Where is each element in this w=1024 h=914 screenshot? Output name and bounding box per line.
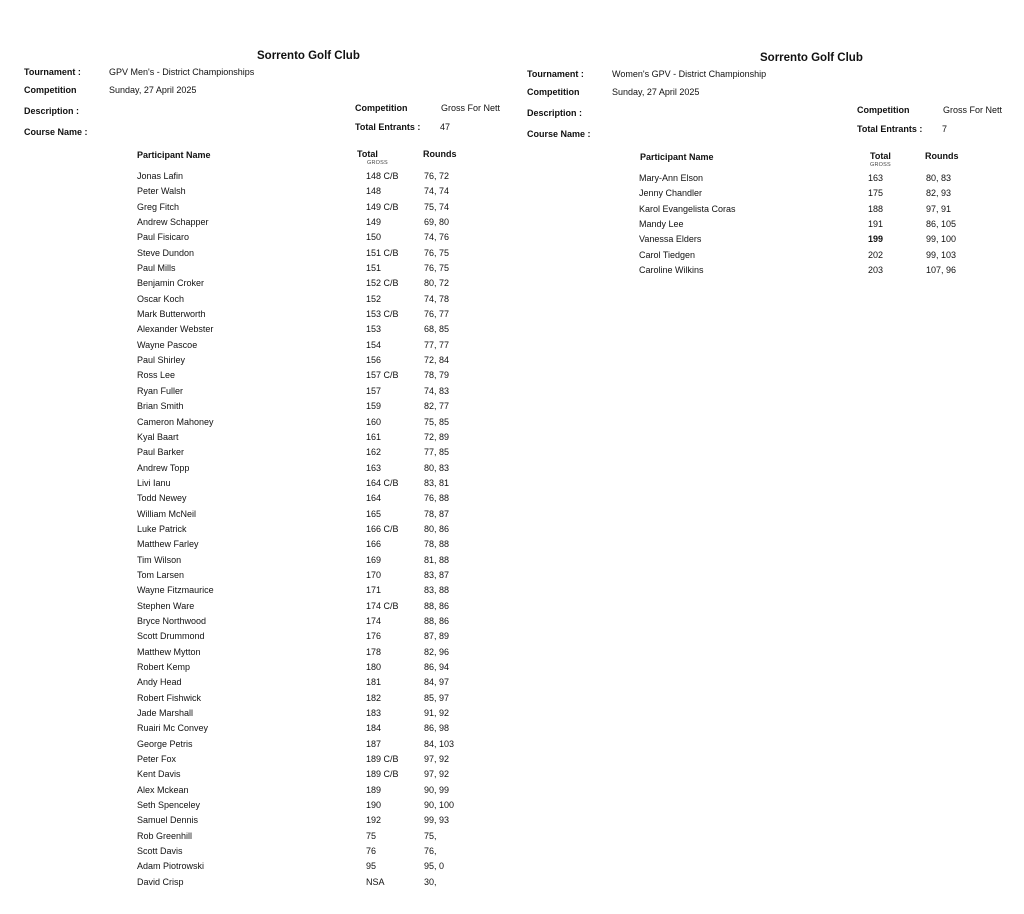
header-rounds: Rounds [925, 151, 959, 161]
rounds-cell: 74, 78 [424, 293, 450, 304]
total-cell: 153 C/B [366, 309, 399, 320]
header-total-sub: GROSS [870, 162, 891, 168]
men-results-list [0, 171, 500, 892]
table-row [0, 524, 500, 539]
total-cell: 148 C/B [366, 171, 399, 181]
table-row [503, 234, 1003, 249]
total-cell: 202 [868, 249, 884, 260]
table-row [0, 861, 500, 876]
table-row [0, 616, 500, 631]
rounds-cell: 76, 72 [424, 171, 450, 181]
tournament-value: Women's GPV - District Championship [612, 69, 767, 79]
rounds-cell: 81, 88 [424, 554, 450, 565]
rounds-cell: 30, [424, 876, 437, 887]
table-row [0, 647, 500, 662]
rounds-cell: 83, 81 [424, 477, 450, 488]
participant-name-cell: Luke Patrick [137, 523, 187, 534]
participant-name-cell: Jade Marshall [137, 708, 194, 719]
total-cell: 157 [366, 385, 382, 396]
rounds-cell: 84, 97 [424, 677, 450, 688]
total-cell: 169 [366, 554, 382, 565]
women-results-list [503, 173, 1003, 280]
participant-name-cell: Matthew Mytton [137, 646, 201, 657]
participant-name-cell: Paul Shirley [137, 355, 186, 366]
total-cell: 174 [366, 615, 382, 626]
participant-name-cell: Benjamin Croker [137, 278, 205, 289]
table-row [0, 386, 500, 401]
total-cell: 166 C/B [366, 523, 399, 534]
total-cell: 153 [366, 324, 382, 335]
total-cell: 163 [868, 173, 884, 183]
total-cell: 164 [366, 493, 382, 504]
total-cell: 151 [366, 263, 382, 274]
table-row [0, 846, 500, 861]
total-cell: 159 [366, 401, 382, 412]
participant-name-cell: Robert Fishwick [137, 692, 202, 703]
rounds-cell: 88, 86 [424, 600, 450, 611]
competition-type-label: Competition [355, 103, 408, 113]
rounds-cell: 85, 97 [424, 692, 450, 703]
total-cell: 189 C/B [366, 769, 399, 780]
table-row [503, 219, 1003, 234]
rounds-cell: 76, 75 [424, 263, 450, 274]
table-row [0, 186, 500, 201]
total-cell: 174 C/B [366, 600, 399, 611]
total-cell: 160 [366, 416, 382, 427]
table-row [0, 309, 500, 324]
table-row [0, 370, 500, 385]
participant-name-cell: Paul Barker [137, 447, 185, 458]
rounds-cell: 75, [424, 830, 437, 841]
rounds-cell: 76, 88 [424, 493, 450, 504]
rounds-cell: 90, 99 [424, 784, 450, 795]
table-row [0, 708, 500, 723]
tournament-value: GPV Men's - District Championships [109, 67, 255, 77]
rounds-cell: 107, 96 [926, 265, 957, 276]
table-row [0, 539, 500, 554]
rounds-cell: 86, 105 [926, 219, 957, 230]
table-row [0, 815, 500, 830]
rounds-cell: 74, 74 [424, 186, 450, 197]
participant-name-cell: Jonas Lafin [137, 171, 184, 181]
participant-name-cell: Todd Newey [137, 493, 187, 504]
total-cell: 148 [366, 186, 382, 197]
participant-name-cell: David Crisp [137, 876, 184, 887]
competition-type-value: Gross For Nett [943, 105, 1003, 115]
competition-label: Competition [24, 85, 77, 95]
men-results-panel [0, 0, 500, 914]
participant-name-cell: Kyal Baart [137, 431, 179, 442]
participant-name-cell: Scott Davis [137, 846, 183, 857]
total-cell: 75 [366, 830, 377, 841]
participant-name-cell: Ryan Fuller [137, 385, 184, 396]
participant-name-cell: Greg Fitch [137, 201, 180, 212]
rounds-cell: 86, 98 [424, 723, 450, 734]
competition-label: Competition [527, 87, 580, 97]
total-cell: 149 [366, 217, 382, 228]
participant-name-cell: George Petris [137, 738, 193, 749]
table-row [0, 478, 500, 493]
table-row [0, 739, 500, 754]
rounds-cell: 99, 103 [926, 249, 957, 260]
header-participant-name: Participant Name [137, 150, 211, 160]
table-row [0, 417, 500, 432]
header-total: Total [870, 151, 891, 161]
table-row [0, 432, 500, 447]
participant-name-cell: Oscar Koch [137, 293, 185, 304]
rounds-cell: 99, 100 [926, 234, 957, 245]
participant-name-cell: Ruairi Mc Convey [137, 723, 209, 734]
total-cell: 95 [366, 861, 377, 872]
table-row [0, 693, 500, 708]
table-row [0, 509, 500, 524]
total-cell: 151 C/B [366, 247, 399, 258]
rounds-cell: 97, 92 [424, 769, 450, 780]
table-row [0, 585, 500, 600]
total-cell: 165 [366, 508, 382, 519]
description-label: Description : [527, 108, 583, 118]
participant-name-cell: Paul Mills [137, 263, 176, 274]
table-row [0, 601, 500, 616]
women-results-panel [503, 0, 1003, 914]
participant-name-cell: Rob Greenhill [137, 830, 193, 841]
rounds-cell: 76, 75 [424, 247, 450, 258]
rounds-cell: 83, 88 [424, 585, 450, 596]
competition-date: Sunday, 27 April 2025 [109, 85, 197, 95]
total-entrants-label: Total Entrants : [857, 124, 923, 134]
rounds-cell: 82, 96 [424, 646, 450, 657]
total-cell: 180 [366, 662, 382, 672]
rounds-cell: 77, 85 [424, 447, 450, 458]
total-cell: 190 [366, 800, 382, 811]
total-cell: 189 [366, 784, 382, 795]
participant-name-cell: Stephen Ware [137, 600, 195, 611]
participant-name-cell: Livi Ianu [137, 477, 171, 488]
header-total: Total [357, 149, 378, 159]
total-cell: 162 [366, 447, 382, 458]
rounds-cell: 76, [424, 846, 437, 857]
rounds-cell: 74, 76 [424, 232, 450, 243]
rounds-cell: 91, 92 [424, 708, 450, 719]
rounds-cell: 82, 93 [926, 188, 952, 199]
participant-name-cell: Bryce Northwood [137, 615, 207, 626]
header-rounds: Rounds [423, 149, 457, 159]
table-row [503, 173, 1003, 188]
participant-name-cell: Robert Kemp [137, 662, 191, 672]
header-participant-name: Participant Name [640, 152, 714, 162]
total-cell: 181 [366, 677, 382, 688]
table-row [0, 631, 500, 646]
table-row [0, 754, 500, 769]
rounds-cell: 90, 100 [424, 800, 455, 811]
rounds-cell: 68, 85 [424, 324, 450, 335]
participant-name-cell: Peter Walsh [137, 186, 186, 197]
competition-type-value: Gross For Nett [441, 103, 501, 113]
participant-name-cell: Andrew Topp [137, 462, 190, 473]
total-cell: 149 C/B [366, 201, 399, 212]
table-row [0, 800, 500, 815]
rounds-cell: 99, 93 [424, 815, 450, 826]
table-row [0, 877, 500, 892]
rounds-cell: 82, 77 [424, 401, 450, 412]
participant-name-cell: Alexander Webster [137, 324, 214, 335]
total-cell: 184 [366, 723, 382, 734]
table-row [0, 493, 500, 508]
club-title: Sorrento Golf Club [257, 50, 360, 62]
rounds-cell: 80, 83 [926, 173, 952, 183]
total-cell: 192 [366, 815, 382, 826]
rounds-cell: 75, 74 [424, 201, 450, 212]
total-cell: 154 [366, 339, 382, 350]
total-cell: 187 [366, 738, 382, 749]
participant-name-cell: Vanessa Elders [639, 234, 702, 245]
table-row [0, 355, 500, 370]
total-cell: NSA [366, 876, 385, 887]
participant-name-cell: Peter Fox [137, 754, 177, 765]
participant-name-cell: Cameron Mahoney [137, 416, 214, 427]
table-row [503, 188, 1003, 203]
participant-name-cell: Wayne Fitzmaurice [137, 585, 214, 596]
participant-name-cell: Brian Smith [137, 401, 184, 412]
total-cell: 175 [868, 188, 884, 199]
participant-name-cell: Tom Larsen [137, 569, 185, 580]
participant-name-cell: Jenny Chandler [639, 188, 703, 199]
participant-name-cell: Wayne Pascoe [137, 339, 198, 350]
rounds-cell: 97, 91 [926, 203, 952, 214]
table-row [0, 662, 500, 677]
total-cell: 157 C/B [366, 370, 399, 381]
tournament-label: Tournament : [527, 69, 584, 79]
table-row [503, 204, 1003, 219]
rounds-cell: 72, 84 [424, 355, 450, 366]
total-entrants-value: 47 [440, 122, 451, 132]
total-cell: 203 [868, 265, 884, 276]
description-label: Description : [24, 106, 80, 116]
participant-name-cell: Mark Butterworth [137, 309, 206, 320]
rounds-cell: 75, 85 [424, 416, 450, 427]
course-name-label: Course Name : [527, 129, 591, 139]
table-row [0, 340, 500, 355]
table-row [0, 263, 500, 278]
rounds-cell: 87, 89 [424, 631, 450, 642]
rounds-cell: 84, 103 [424, 738, 455, 749]
participant-name-cell: Tim Wilson [137, 554, 182, 565]
table-row [0, 217, 500, 232]
total-cell: 161 [366, 431, 382, 442]
table-row [0, 555, 500, 570]
participant-name-cell: Steve Dundon [137, 247, 195, 258]
header-total-sub: GROSS [367, 160, 388, 166]
total-cell: 189 C/B [366, 754, 399, 765]
participant-name-cell: Andy Head [137, 677, 182, 688]
total-entrants-label: Total Entrants : [355, 122, 421, 132]
total-cell: 163 [366, 462, 382, 473]
rounds-cell: 83, 87 [424, 569, 450, 580]
total-cell: 199 [868, 234, 884, 245]
total-cell: 176 [366, 631, 382, 642]
table-row [0, 463, 500, 478]
rounds-cell: 80, 86 [424, 523, 450, 534]
competition-type-label: Competition [857, 105, 910, 115]
participant-name-cell: Matthew Farley [137, 539, 199, 550]
total-cell: 178 [366, 646, 382, 657]
participant-name-cell: Seth Spenceley [137, 800, 201, 811]
participant-name-cell: Kent Davis [137, 769, 181, 780]
rounds-cell: 78, 87 [424, 508, 450, 519]
total-cell: 152 [366, 293, 382, 304]
table-row [0, 294, 500, 309]
total-cell: 150 [366, 232, 382, 243]
tournament-label: Tournament : [24, 67, 81, 77]
participant-name-cell: Mandy Lee [639, 219, 684, 230]
rounds-cell: 97, 92 [424, 754, 450, 765]
table-row [0, 723, 500, 738]
participant-name-cell: Ross Lee [137, 370, 176, 381]
rounds-cell: 86, 94 [424, 662, 450, 672]
total-cell: 156 [366, 355, 382, 366]
table-row [0, 677, 500, 692]
table-row [0, 570, 500, 585]
participant-name-cell: Samuel Dennis [137, 815, 199, 826]
participant-name-cell: Andrew Schapper [137, 217, 209, 228]
total-cell: 171 [366, 585, 382, 596]
table-row [0, 447, 500, 462]
table-row [0, 232, 500, 247]
rounds-cell: 95, 0 [424, 861, 445, 872]
participant-name-cell: Scott Drummond [137, 631, 205, 642]
total-cell: 170 [366, 569, 382, 580]
total-cell: 188 [868, 203, 884, 214]
total-cell: 76 [366, 846, 377, 857]
rounds-cell: 72, 89 [424, 431, 450, 442]
rounds-cell: 78, 79 [424, 370, 450, 381]
rounds-cell: 80, 72 [424, 278, 450, 289]
table-row [0, 324, 500, 339]
rounds-cell: 78, 88 [424, 539, 450, 550]
rounds-cell: 69, 80 [424, 217, 450, 228]
club-title: Sorrento Golf Club [760, 52, 863, 64]
table-row [0, 278, 500, 293]
table-row [503, 250, 1003, 265]
participant-name-cell: Adam Piotrowski [137, 861, 205, 872]
participant-name-cell: Paul Fisicaro [137, 232, 190, 243]
total-cell: 183 [366, 708, 382, 719]
rounds-cell: 88, 86 [424, 615, 450, 626]
table-row [0, 831, 500, 846]
course-name-label: Course Name : [24, 127, 88, 137]
participant-name-cell: William McNeil [137, 508, 196, 519]
participant-name-cell: Carol Tiedgen [639, 249, 696, 260]
participant-name-cell: Mary-Ann Elson [639, 173, 704, 183]
table-row [503, 265, 1003, 280]
rounds-cell: 76, 77 [424, 309, 450, 320]
table-row [0, 248, 500, 263]
table-row [0, 785, 500, 800]
participant-name-cell: Caroline Wilkins [639, 265, 704, 276]
total-cell: 152 C/B [366, 278, 399, 289]
total-cell: 164 C/B [366, 477, 399, 488]
table-row [0, 202, 500, 217]
table-row [0, 171, 500, 186]
total-entrants-value: 7 [942, 124, 948, 134]
rounds-cell: 80, 83 [424, 462, 450, 473]
participant-name-cell: Karol Evangelista Coras [639, 203, 736, 214]
rounds-cell: 77, 77 [424, 339, 450, 350]
total-cell: 182 [366, 692, 382, 703]
table-row [0, 401, 500, 416]
table-row [0, 769, 500, 784]
total-cell: 191 [868, 219, 884, 230]
competition-date: Sunday, 27 April 2025 [612, 87, 700, 97]
rounds-cell: 74, 83 [424, 385, 450, 396]
total-cell: 166 [366, 539, 382, 550]
participant-name-cell: Alex Mckean [137, 784, 189, 795]
